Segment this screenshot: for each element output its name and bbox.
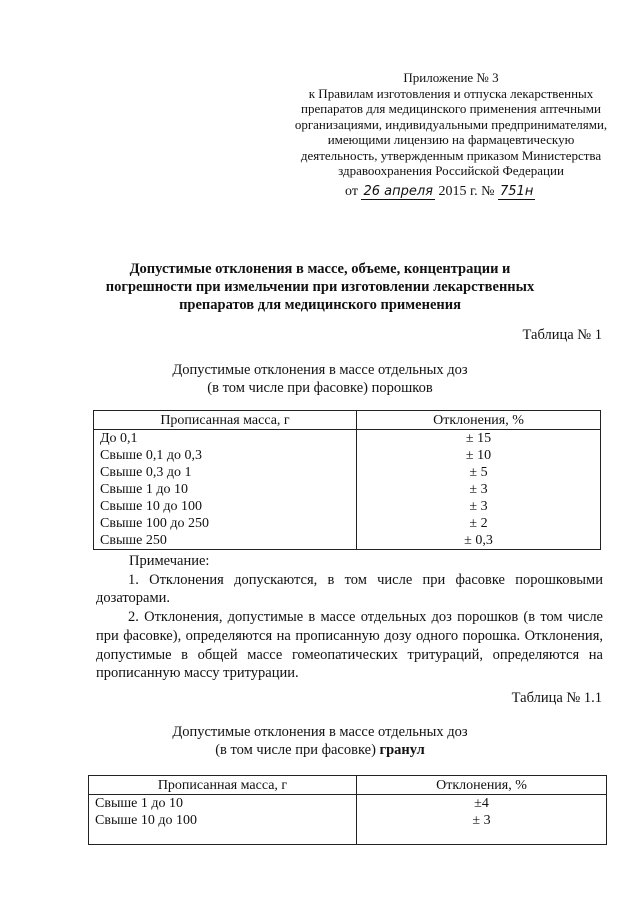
table1	[93, 410, 601, 550]
appendix-line: препаратов для медицинского применения аптечными	[301, 101, 601, 116]
column-header-mass: Прописанная масса, г	[94, 411, 357, 430]
table2-caption-bold: гранул	[379, 742, 425, 758]
table-row	[94, 430, 601, 448]
table2-caption	[150, 723, 490, 759]
order-reference	[345, 184, 535, 200]
order-year: 2015 г. №	[438, 184, 495, 199]
table-row	[94, 515, 601, 532]
table1-caption-line2: (в том числе при фасовке) порошков	[207, 380, 433, 396]
deviation-cell: ± 2	[357, 515, 601, 532]
note-item: 1. Отклонения допускаются, в том числе при фасовке порошковыми дозаторами.	[96, 571, 603, 607]
table2-caption-line2	[150, 741, 490, 759]
deviation-cell: ± 3	[357, 812, 607, 845]
appendix-header	[286, 70, 616, 179]
appendix-line: здравоохранения Российской Федерации	[338, 163, 564, 178]
mass-cell: До 0,1	[94, 430, 357, 448]
table-row	[94, 464, 601, 481]
table1-caption	[150, 361, 490, 397]
mass-cell: Свыше 10 до 100	[94, 498, 357, 515]
table-row	[89, 795, 607, 813]
table-header-row	[94, 411, 601, 430]
table-row	[94, 481, 601, 498]
mass-cell: Свыше 10 до 100	[89, 812, 357, 845]
deviation-cell: ± 10	[357, 447, 601, 464]
note-heading: Примечание:	[129, 553, 210, 569]
deviation-cell: ± 15	[357, 430, 601, 448]
mass-cell: Свыше 250	[94, 532, 357, 550]
appendix-line: имеющими лицензию на фармацевтическую	[327, 132, 575, 147]
deviation-cell: ±4	[357, 795, 607, 813]
note-item: 2. Отклонения, допустимые в массе отдельных доз порошков (в том числе при фасовке), определяются на прописанную дозу одного порошка. Отклонения, допустимые в общей массе гомеопатических тритураций, определяются на прописанную массу тритурации.	[96, 609, 603, 682]
table2-caption-prefix: (в том числе при фасовке)	[215, 742, 376, 758]
appendix-line: организациями, индивидуальными предпринимателями,	[294, 116, 608, 132]
table-row	[94, 447, 601, 464]
table-row	[94, 498, 601, 515]
appendix-line: деятельность, утвержденным приказом Министерства	[300, 147, 602, 163]
column-header-deviation: Отклонения, %	[357, 411, 601, 430]
table1-caption-line1: Допустимые отклонения в массе отдельных доз	[172, 362, 468, 378]
mass-cell: Свыше 0,3 до 1	[94, 464, 357, 481]
document-title: Допустимые отклонения в массе, объеме, концентрации и погрешности при измельчении при изготовлении лекарственных препаратов для медицинского применения	[105, 261, 535, 313]
note-block	[96, 552, 603, 683]
table1-label: Таблица № 1	[522, 327, 602, 343]
order-prefix: от	[345, 184, 358, 199]
table2-label: Таблица № 1.1	[511, 690, 602, 706]
appendix-line: Приложение № 3	[403, 70, 499, 85]
column-header-deviation: Отклонения, %	[357, 776, 607, 795]
column-header-mass: Прописанная масса, г	[89, 776, 357, 795]
table-row	[89, 812, 607, 845]
mass-cell: Свыше 100 до 250	[94, 515, 357, 532]
table-header-row	[89, 776, 607, 795]
order-date-handwritten: 26 апреля	[363, 184, 433, 199]
deviation-cell: ± 3	[357, 481, 601, 498]
deviation-cell: ± 5	[357, 464, 601, 481]
table2	[88, 775, 607, 845]
table-row	[94, 532, 601, 550]
deviation-cell: ± 3	[357, 498, 601, 515]
mass-cell: Свыше 1 до 10	[94, 481, 357, 498]
deviation-cell: ± 0,3	[357, 532, 601, 550]
mass-cell: Свыше 1 до 10	[89, 795, 357, 813]
appendix-line: к Правилам изготовления и отпуска лекарственных	[308, 85, 594, 101]
mass-cell: Свыше 0,1 до 0,3	[94, 447, 357, 464]
order-number-handwritten: 751н	[500, 184, 534, 199]
table2-caption-line1: Допустимые отклонения в массе отдельных доз	[172, 724, 468, 740]
